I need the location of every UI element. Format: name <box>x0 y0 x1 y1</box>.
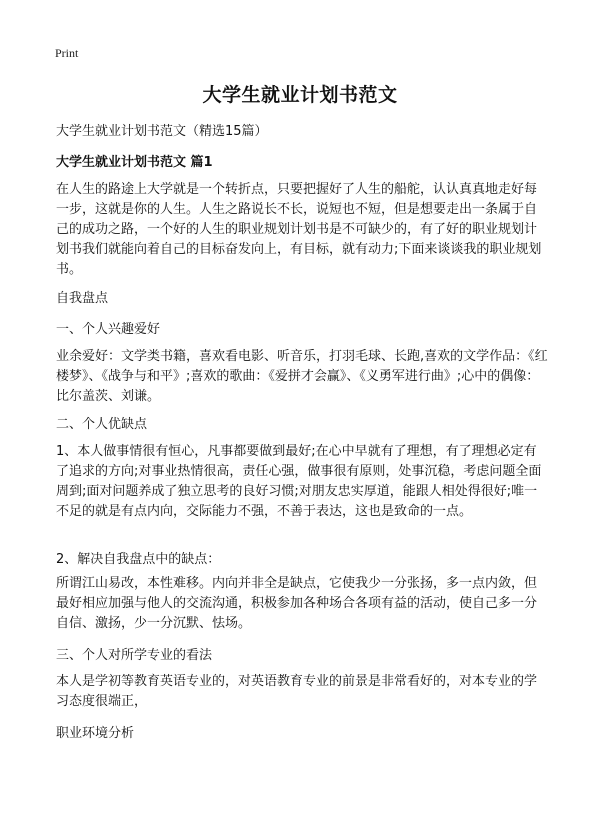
solutions-paragraph: 所谓江山易改，本性难移。内向并非全是缺点，它使我少一分张扬，多一点内敛，但最好相应加强与他人的交流沟通，积极参加各种场合各项有益的活动，使自己多一分自信、激扬，少一分沉默、怯场。 <box>56 576 538 631</box>
intro-paragraph: 在人生的路途上大学就是一个转折点，只要把握好了人生的船舵，认认真真地走好每一步，这就是你的人生。人生之路说长不长，说短也不短，但是想要走出一条属于自己的成功之路，一个好的人生的职业规划计划书是不可缺少的，有了好的职业规划计划书我们就能向着自己的目标奋发向上，有目标，就有动力;下面来谈谈我的职业规划书。 <box>56 182 542 277</box>
heading-strengths: 二、个人优缺点 <box>56 417 148 432</box>
heading-interests: 一、个人兴趣爱好 <box>56 322 161 337</box>
heading-solutions: 2、解决自我盘点中的缺点： <box>56 552 221 567</box>
heading-self-assessment: 自我盘点 <box>56 291 109 306</box>
document-title: 大学生就业计划书范文 <box>202 84 398 106</box>
print-link[interactable]: Print <box>55 46 79 60</box>
interests-paragraph: 业余爱好：文学类书籍，喜欢看电影、听音乐，打羽毛球、长跑,喜欢的文学作品：《红楼梦》、《战争与和平》;喜欢的歌曲：《爱拼才会赢》、《义勇军进行曲》;心中的偶像：比尔盖茨、刘谦。 <box>56 349 548 404</box>
major-paragraph: 本人是学初等教育英语专业的，对英语教育专业的前景是非常看好的，对本专业的学习态度很端正， <box>56 674 538 709</box>
document-subtitle: 大学生就业计划书范文（精选15篇） <box>56 124 268 139</box>
section-heading: 大学生就业计划书范文 篇1 <box>56 155 213 170</box>
heading-environment: 职业环境分析 <box>56 726 135 741</box>
heading-major: 三、个人对所学专业的看法 <box>56 648 213 663</box>
strengths-paragraph: 1、本人做事情很有恒心，凡事都要做到最好;在心中早就有了理想，有了理想必定有了追求的方向;对事业热情很高，责任心强，做事很有原则，处事沉稳，考虑问题全面周到;面对问题养成了独立思考的良好习惯;对朋友忠实厚道，能跟人相处得很好;唯一不足的就是有点内向，交际能力不强，不善于表达，这也是致命的一点。 <box>56 444 542 519</box>
